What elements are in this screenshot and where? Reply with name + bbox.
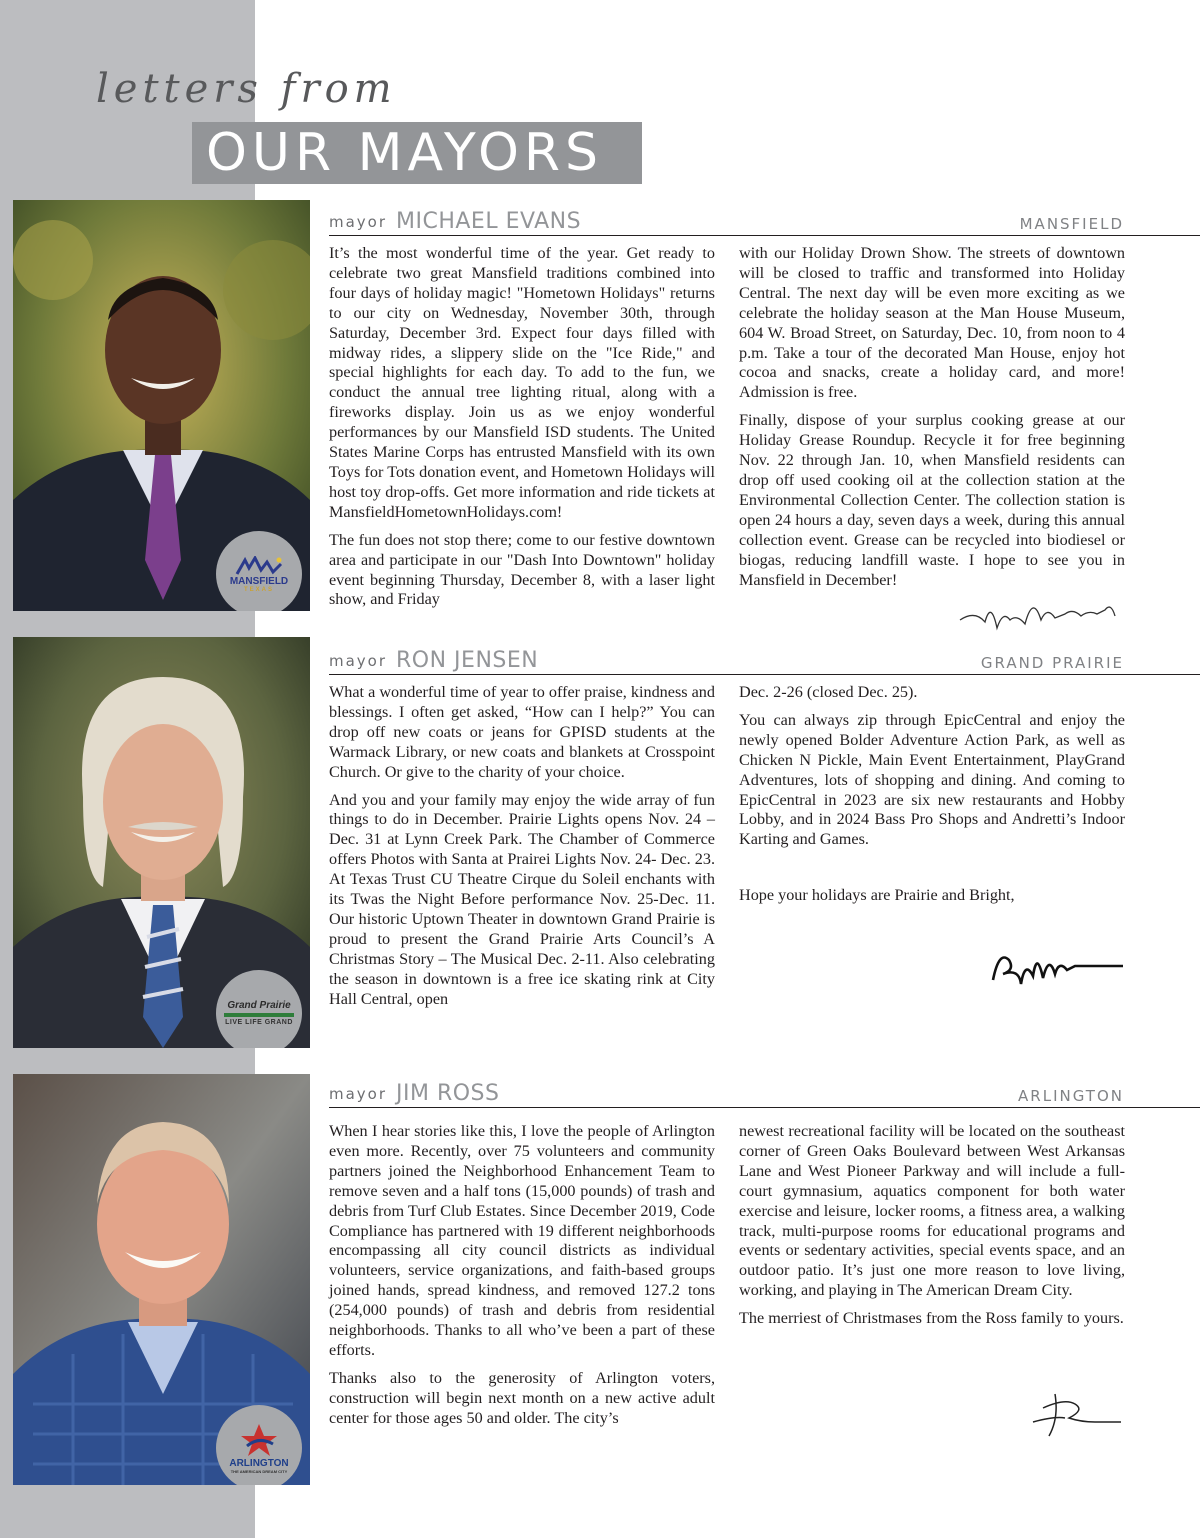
- paragraph: It’s the most wonderful time of the year. Get ready to celebrate two great Mansfield traditions combined into four days of holiday magic! "Hometown Holidays" returns to our city on Wednesday, November 30th, through Saturday, December 3rd. Expect four days filled with midway rides, a slippery slide on the "Ice Ride," and special highlights for each day. To add to the fun, we conduct the annual tree lighting ritual, along with a fireworks display. Join us as we enjoy wonderful performances by our Mansfield ISD students. The United States Marine Corps has entrusted Mansfield with its own Toys for Tots donation event, and Hometown Holidays will host toy drop-offs. Get more information and ride tickets at MansfieldHometownHolidays.com!: [329, 244, 715, 521]
- paragraph: The fun does not stop there; come to our festive downtown area and participate in our "Dash Into Downtown" holiday event beginning Thursday, December 8, with a laser light show, and Friday: [329, 530, 715, 609]
- letter-column-1: [329, 683, 715, 1018]
- mansfield-logo-icon: [235, 556, 283, 576]
- signature-jensen: [985, 940, 1130, 995]
- paragraph: And you and your family may enjoy the wide array of fun things to do in December. Prairie Lights opens Nov. 24 – Dec. 31 at Lynn Creek Park. The Chamber of Commerce offers Photos with Santa at Prairei Lights Nov. 24- Dec. 23. At Texas Trust CU Theatre Cirque du Soleil enchants with its Twas the Night Before performance Nov. 25-Dec. 11. Our historic Uptown Theater in downtown Grand Prairie is proud to present the Grand Prairie Arts Council’s A Christmas Story – The Musical Dec. 2-11. Also celebrating the season in downtown is a free ice skating rink at City Hall Central, open: [329, 790, 715, 1008]
- page-kicker: letters from: [96, 66, 397, 112]
- paragraph: with our Holiday Drown Show. The streets of downtown will be closed to traffic and transformed into Holiday Central. The next day will be even more exciting as we celebrate the holiday season at the Man House Museum, 604 W. Broad Street, on Saturday, Dec. 10, from noon to 4 p.m. Take a tour of the decorated Man House, enjoy hot cocoa and snacks, create a holiday card, and more! Admission is free.: [739, 244, 1125, 402]
- grand-prairie-logo-badge: Grand Prairie LIVE LIFE GRAND: [216, 970, 302, 1048]
- letter-column-2: [739, 1122, 1125, 1337]
- mayor-heading-row: [329, 1077, 1200, 1108]
- city-name: GRAND PRAIRIE: [980, 654, 1124, 672]
- paragraph: What a wonderful time of year to offer praise, kindness and blessings. I often get asked, “How can I help?” You can drop off new coats or jeans for GPISD students at the Warmack Library, or new coats and blankets at Crosspoint Church. Or give to the charity of your choice.: [329, 683, 715, 781]
- page-title: OUR MAYORS: [192, 122, 642, 184]
- signature-ross: [1025, 1388, 1125, 1444]
- paragraph: Thanks also to the generosity of Arlington voters, construction will begin next month on a new active adult center for those ages 50 and older. The city’s: [329, 1368, 715, 1427]
- mayor-label: mayor: [329, 652, 388, 670]
- letter-column-2: [739, 683, 1125, 914]
- mayor-photo-jensen: [13, 637, 310, 1048]
- mayor-name: RON JENSEN: [396, 648, 539, 673]
- letter-column-1: [329, 244, 715, 618]
- city-name: ARLINGTON: [1018, 1087, 1124, 1105]
- signature-evans: [955, 590, 1130, 635]
- letter-column-2: [739, 244, 1125, 598]
- arlington-logo-badge: ARLINGTON THE AMERICAN DREAM CITY: [216, 1405, 302, 1485]
- mayor-heading-row: [329, 205, 1200, 236]
- paragraph: When I hear stories like this, I love the people of Arlington even more. Recently, over 75 volunteers and community partners joined the Neighborhood Enhancement Team to remove seven and a half tons (15,000 pounds) of trash and debris from Turf Club Estates. Since December 2019, Code Compliance has partnered with 19 different neighborhoods encompassing all city council districts as individual volunteers, service organizations, and faith-based groups joined hands, spread kindness, and removed 127.2 tons (254,000 pounds) of trash and debris from residential neighborhoods. Thanks to all who’ve been a part of these efforts.: [329, 1122, 715, 1359]
- mayor-photo-evans: [13, 200, 310, 611]
- city-name: MANSFIELD: [1019, 215, 1124, 233]
- paragraph: You can always zip through EpicCentral and enjoy the newly opened Bolder Adventure Action Park, as well as Chicken N Pickle, Main Event Entertainment, PlayGrand Adventures, lots of shopping and dining. And coming to EpicCentral in 2023 are six new restaurants and Hobby Lobby, and in 2024 Bass Pro Shops and Andretti’s Indoor Karting and Games.: [739, 710, 1125, 849]
- mansfield-logo-badge: MANSFIELD TEXAS: [216, 531, 302, 611]
- mayor-label: mayor: [329, 213, 388, 231]
- mayor-photo-ross: [13, 1074, 310, 1485]
- logo-stripe: [224, 1013, 294, 1017]
- mayor-label: mayor: [329, 1085, 388, 1103]
- mayor-name: JIM ROSS: [396, 1081, 500, 1106]
- paragraph: The merriest of Christmases from the Ross family to yours.: [739, 1309, 1124, 1328]
- paragraph: newest recreational facility will be located on the southeast corner of Green Oaks Boulevard between West Arkansas Lane and West Pioneer Parkway and will include a full-court gymnasium, aquatics component for both water exercise and leisure, locker rooms, a fitness area, a walking track, multi-purpose rooms for educational programs and events or sedentary activities, special events space, and an outdoor patio. It’s just one more reason to love living, working, and playing in The American Dream City.: [739, 1122, 1125, 1300]
- paragraph: Hope your holidays are Prairie and Bright,: [739, 886, 1015, 905]
- paragraph: Finally, dispose of your surplus cooking grease at our Holiday Grease Roundup. Recycle it for free beginning Nov. 22 through Jan. 10, when Mansfield residents can drop off used cooking oil at the collection station at the Environmental Collection Center. The collection station is open 24 hours a day, seven days a week, during this annual collection event. Grease can be recycled into biodiesel or biogas, reducing landfill waste. I hope to see you in Mansfield in December!: [739, 411, 1125, 589]
- paragraph: Dec. 2-26 (closed Dec. 25).: [739, 683, 918, 701]
- mayor-heading-row: [329, 644, 1200, 675]
- star-icon: [239, 1422, 279, 1458]
- letter-column-1: [329, 1122, 715, 1437]
- mayor-name: MICHAEL EVANS: [396, 209, 582, 234]
